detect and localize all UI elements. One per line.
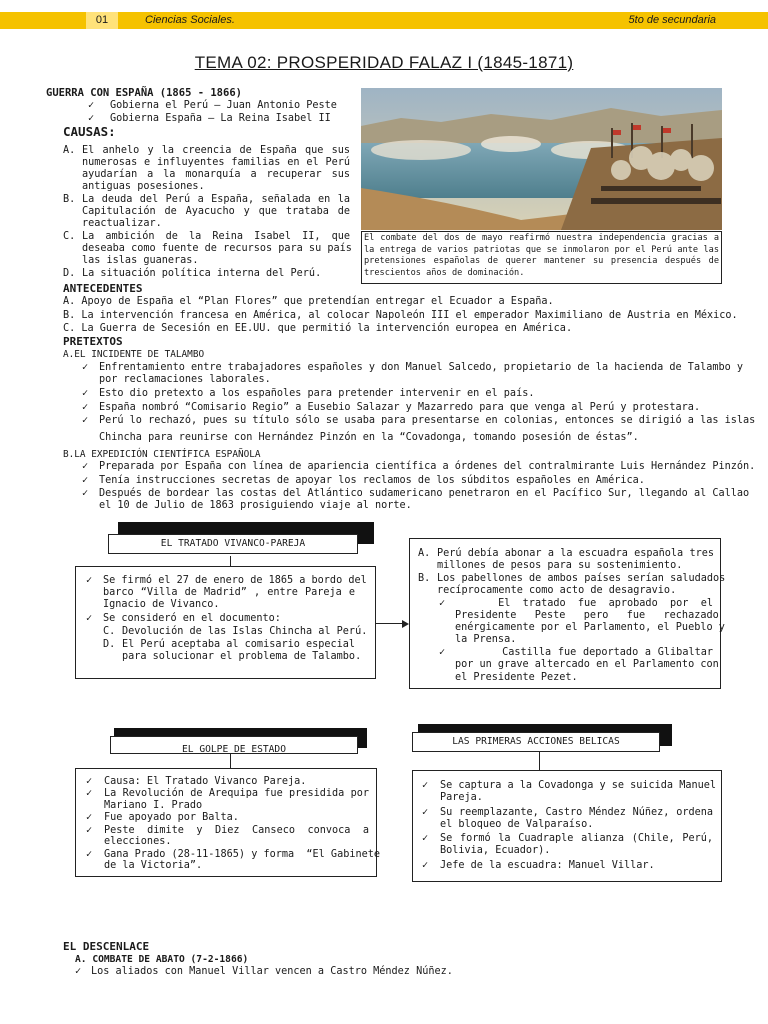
desenlace-item: [75, 966, 453, 978]
check-icon: ✓: [88, 113, 95, 124]
check-icon: ✓: [82, 362, 89, 373]
causas-heading: CAUSAS:: [63, 124, 116, 139]
tratado-left-line: El Perú aceptaba al comisario especial: [122, 639, 356, 650]
desenlace-heading: EL DESCENLACE: [63, 940, 150, 953]
item-line: España nombró “Comisario Regio” a Eusebio Salazar y Mazarredo para que venga al Perú y protestara.: [99, 401, 701, 413]
item-line: Preparada por España con línea de apariencia científica a órdenes del contralmirante Luis Hernández Pinzón.: [99, 461, 756, 472]
grade-label: 5to de secundaria: [628, 14, 716, 26]
golpe-line: elecciones.: [104, 836, 172, 848]
check-icon: ✓: [82, 401, 89, 413]
tratado-right-line: El tratado fue aprobado por el: [455, 597, 713, 609]
check-icon: ✓: [86, 824, 93, 836]
acciones-line: Jefe de la escuadra: Manuel Villar.: [440, 859, 655, 871]
golpe-line: Fue apoyado por Balta.: [104, 812, 239, 824]
check-icon: ✓: [86, 776, 93, 787]
tratado-right-line: Los pabellones de ambos países serían saludados: [437, 572, 726, 584]
tratado-left-line: Se firmó el 27 de enero de 1865 a bordo del: [103, 575, 367, 586]
golpe-label-text: EL GOLPE DE ESTADO: [110, 736, 358, 754]
guerra-item: Gobierna España – La Reina Isabel II: [110, 113, 331, 124]
causa-letter: B.: [63, 194, 76, 205]
acciones-line: Se formó la Cuadraple alianza (Chile, Perú,: [440, 833, 713, 845]
header-band: [0, 12, 768, 29]
pretexto-a-heading: A.EL INCIDENTE DE TALAMBO: [63, 349, 205, 360]
causa-line: las islas guaneras.: [82, 255, 199, 267]
check-icon: ✓: [422, 780, 429, 791]
golpe-line: Gana Prado (28-11-1865) y forma “El Gabinete: [104, 848, 381, 860]
page-title: TEMA 02: PROSPERIDAD FALAZ I (1845-1871): [194, 53, 574, 72]
check-icon: ✓: [422, 806, 429, 818]
tratado-right-line: millones de pesos para su sostenimiento.: [437, 560, 683, 572]
tratado-left-line: Devolución de las Islas Chincha al Perú.: [122, 625, 368, 637]
causa-letter: D.: [63, 267, 76, 279]
tratado-right-line: Perú debía abonar a la escuadra española tres: [437, 548, 714, 559]
letter-marker: A.: [418, 548, 431, 559]
item-line: Perú lo rechazó, pues su título sólo se usaba para presentarse en colonias, entonces se dirigió a las islas: [99, 415, 756, 427]
tratado-left-line: Se consideró en el documento:: [103, 612, 281, 624]
causa-line: La deuda del Perú a España, señalada en la: [82, 194, 350, 205]
golpe-line: Mariano I. Prado: [104, 800, 203, 811]
tratado-right-line: recíprocamente como acto de desagravio.: [437, 585, 677, 597]
acciones-line: Pareja.: [440, 792, 483, 804]
check-icon: ✓: [82, 415, 89, 427]
acciones-line: Se captura a la Covadonga y se suicida Manuel: [440, 780, 717, 791]
causa-line: La ambición de la Reina Isabel II, que: [82, 230, 350, 242]
item-line: Enfrentamiento entre trabajadores españoles y don Manuel Salcedo, propietario de la hacienda de Talambo y: [99, 362, 744, 373]
tratado-right-line: por un grave altercado en el Parlamento con: [455, 659, 719, 671]
item-line: Esto dio pretexto a los españoles para pretender intervenir en el país.: [99, 387, 535, 399]
pretextos-heading: PRETEXTOS: [63, 335, 123, 348]
tratado-right-line: el Presidente Pezet.: [455, 671, 578, 683]
letter-marker: C.: [103, 625, 116, 637]
golpe-line: Peste dimite y Diez Canseco convoca a: [104, 824, 369, 836]
causa-line: reactualizar.: [82, 218, 162, 230]
letter-marker: B.: [418, 572, 431, 584]
item-line: Tenía instrucciones secretas de apoyar los reclamos de los súbditos españoles en América.: [99, 474, 645, 486]
tratado-left-line: para solucionar el problema de Talambo.: [122, 651, 362, 663]
item-line: Chincha para reunirse con Hernández Pinzón en la “Covadonga, tomando posesión de éstas”.: [99, 431, 639, 443]
check-icon: ✓: [86, 575, 93, 586]
check-icon: ✓: [82, 474, 89, 486]
antecedente-item: B. La intervención francesa en América, al colocar Napoleón III el emperador Maximiliano de Austria en México.: [63, 309, 738, 321]
causa-line: numerosas e influyentes familias en el Perú: [82, 157, 350, 169]
acciones-line: el bloqueo de Valparaíso.: [440, 818, 594, 830]
tratado-left-line: barco “Villa de Madrid” , entre Pareja e: [103, 587, 355, 599]
check-icon: ✓: [82, 387, 89, 399]
item-line: por reclamaciones laborales.: [99, 374, 271, 386]
golpe-line: de la Victoria”.: [104, 860, 203, 872]
check-icon: ✓: [88, 100, 95, 111]
acciones-line: Bolivia, Ecuador).: [440, 845, 551, 857]
acciones-line: Su reemplazante, Castro Méndez Núñez, ordena: [440, 806, 713, 818]
antecedente-item: C. La Guerra de Secesión en EE.UU. que permitió la intervención europea en América.: [63, 323, 573, 334]
causa-line: antiguas posesiones.: [82, 181, 205, 193]
causa-line: deseaba como fuente de recursos para su país: [82, 243, 352, 254]
check-icon: ✓: [82, 488, 89, 499]
guerra-heading: GUERRA CON ESPAÑA (1865 - 1866): [46, 87, 242, 99]
tratado-connector: [230, 556, 231, 566]
battle-painting: [361, 88, 722, 230]
causa-line: Capitulación de Ayacucho y que trataba de: [82, 206, 350, 218]
tratado-left-line: Ignacio de Vivanco.: [103, 599, 220, 611]
page-number: 01: [86, 12, 118, 29]
item-line: Después de bordear las costas del Atlántico sudamericano penetraron en el Pacífico Sur, llegando al Callao: [99, 488, 750, 499]
golpe-connector: [230, 754, 231, 768]
guerra-item: Gobierna el Perú – Juan Antonio Peste: [110, 100, 337, 111]
tratado-right-line: enérgicamente por el Parlamento, el Pueblo y: [455, 622, 725, 634]
check-icon: ✓: [422, 859, 429, 871]
check-icon: ✓: [82, 461, 89, 472]
check-icon: ✓: [439, 647, 446, 659]
golpe-line: Causa: El Tratado Vivanco Pareja.: [104, 776, 307, 787]
golpe-line: La Revolución de Arequipa fue presidida por: [104, 788, 369, 800]
pretexto-b-heading: B.LA EXPEDICIÓN CIENTÍFICA ESPAÑOLA: [63, 449, 261, 460]
check-icon: ✓: [86, 612, 93, 624]
check-icon: ✓: [422, 833, 429, 845]
acciones-connector: [539, 752, 540, 771]
desenlace-item-text: Los aliados con Manuel Villar vencen a Castro Méndez Núñez.: [91, 966, 453, 977]
item-line: el 10 de Julio de 1863 prosiguiendo viaje al norte.: [99, 500, 412, 512]
letter-marker: D.: [103, 639, 116, 650]
desenlace-sub: A. COMBATE DE ABATO (7-2-1866): [75, 954, 249, 965]
tratado-right-line: la Prensa.: [455, 634, 517, 646]
tratado-right-line: Presidente Peste pero fue rechazado: [455, 610, 719, 621]
antecedentes-heading: ANTECEDENTES: [63, 282, 143, 295]
tratado-label-text: EL TRATADO VIVANCO-PAREJA: [108, 534, 358, 554]
causa-line: El anhelo y la creencia de España que sus: [82, 145, 350, 156]
subject-label: Ciencias Sociales.: [145, 14, 235, 26]
antecedente-item: A. Apoyo de España el “Plan Flores” que pretendían entregar el Ecuador a España.: [63, 296, 554, 307]
causa-letter: C.: [63, 230, 76, 242]
tratado-arrow-line: [376, 623, 404, 624]
check-icon: ✓: [75, 966, 82, 977]
tratado-arrow-head: [402, 620, 409, 628]
painting-caption: El combate del dos de mayo reafirmó nuestra independencia gracias a la entrega de varios patriotas que se inmolaron por el Perú ante las pretensiones españolas de querer mantener su presencia después de trescientos años de dominación.: [361, 231, 722, 284]
acciones-label-text: LAS PRIMERAS ACCIONES BELICAS: [412, 732, 660, 752]
causa-line: ayudarían a la monarquía a recuperar sus: [82, 169, 350, 181]
causa-line: La situación política interna del Perú.: [82, 267, 322, 279]
causa-letter: A.: [63, 145, 76, 156]
check-icon: ✓: [86, 812, 93, 824]
check-icon: ✓: [439, 597, 446, 609]
tratado-right-line: Castilla fue deportado a Glibaltar: [455, 647, 713, 659]
check-icon: ✓: [86, 788, 93, 800]
check-icon: ✓: [86, 848, 93, 860]
